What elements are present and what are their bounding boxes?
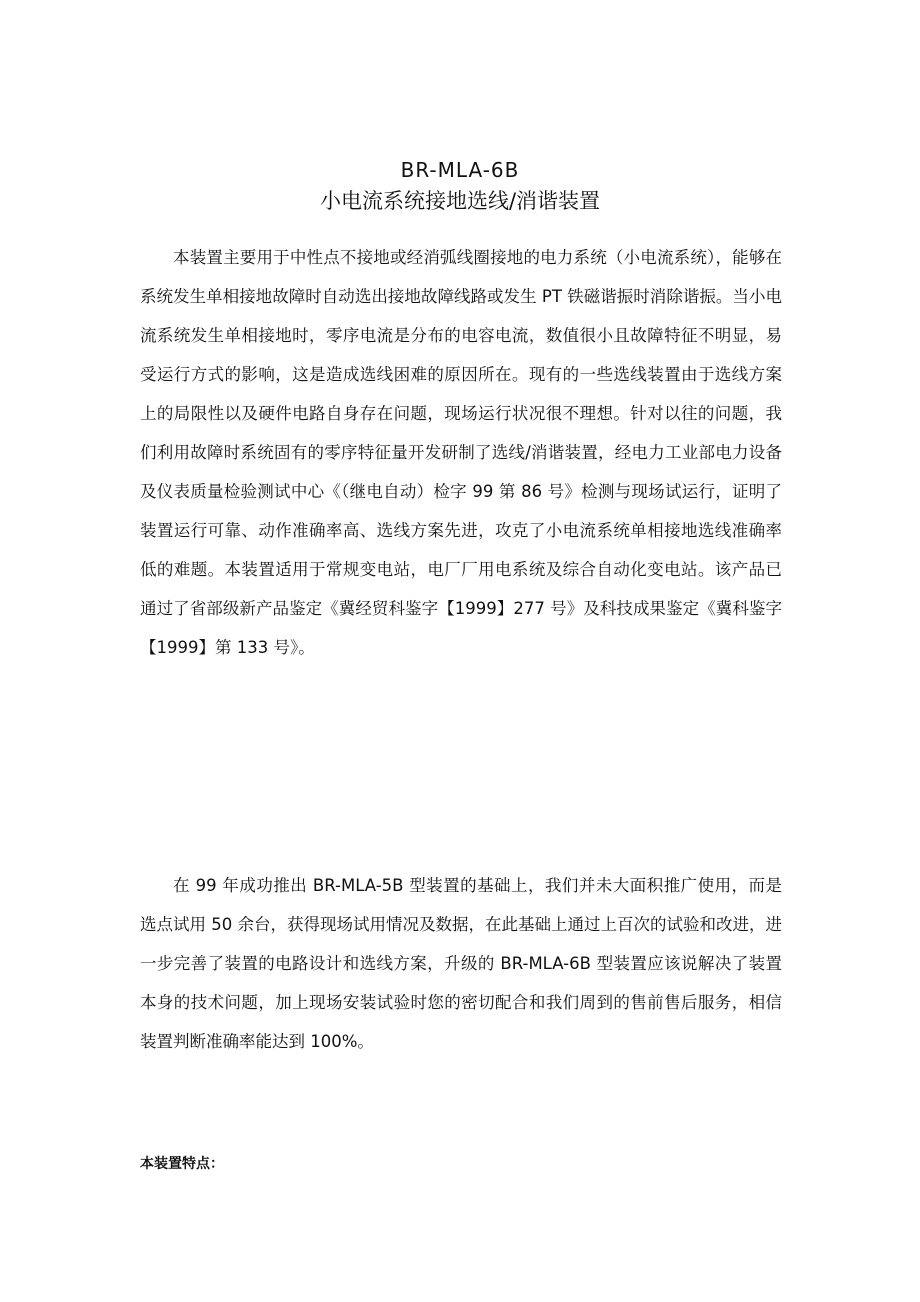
product-name-title: 小电流系统接地选线/消谐装置 [319, 189, 601, 213]
features-heading: 本装置特点： [140, 1156, 224, 1172]
intro-section [140, 238, 782, 667]
upgrade-paragraph: 在 99 年成功推出 BR-MLA-5B 型装置的基础上，我们并未大面积推广使用，而是选点试用 50 余台，获得现场试用情况及数据，在此基础上通过上百次的试验和改进，进一步完善了装置的电路设计和选线方案，升级的 BR-MLA-6B 型装置应该说解决了装置本身的技术问题，加上现场安装试验时您的密切配合和我们周到的售前售后服务，相信装置判断准确率能达到 100%。 [140, 876, 782, 1051]
intro-paragraph: 本装置主要用于中性点不接地或经消弧线圈接地的电力系统（小电流系统），能够在系统发生单相接地故障时自动选出接地故障线路或发生 PT 铁磁谐振时消除谐振。当小电流系统发生单相接地时，零序电流是分布的电容电流，数值很小且故障特征不明显，易受运行方式的影响，这是造成选线困难的原因所在。现有的一些选线装置由于选线方案上的局限性以及硬件电路自身存在问题，现场运行状况很不理想。针对以往的问题，我们利用故障时系统固有的零序特征量开发研制了选线/消谐装置，经电力工业部电力设备及仪表质量检验测试中心《（继电自动）检字 99 第 86 号》检测与现场试运行，证明了装置运行可靠、动作准确率高、选线方案先进，攻克了小电流系统单相接地选线准确率低的难题。本装置适用于常规变电站，电厂厂用电系统及综合自动化变电站。该产品已通过了省部级新产品鉴定《冀经贸科鉴字【1999】277 号》及科技成果鉴定《冀科鉴字【1999】第 133 号》。 [140, 248, 782, 657]
upgrade-section [140, 866, 782, 1061]
product-model-title: BR-MLA-6B [400, 158, 520, 182]
title-block [0, 156, 920, 216]
